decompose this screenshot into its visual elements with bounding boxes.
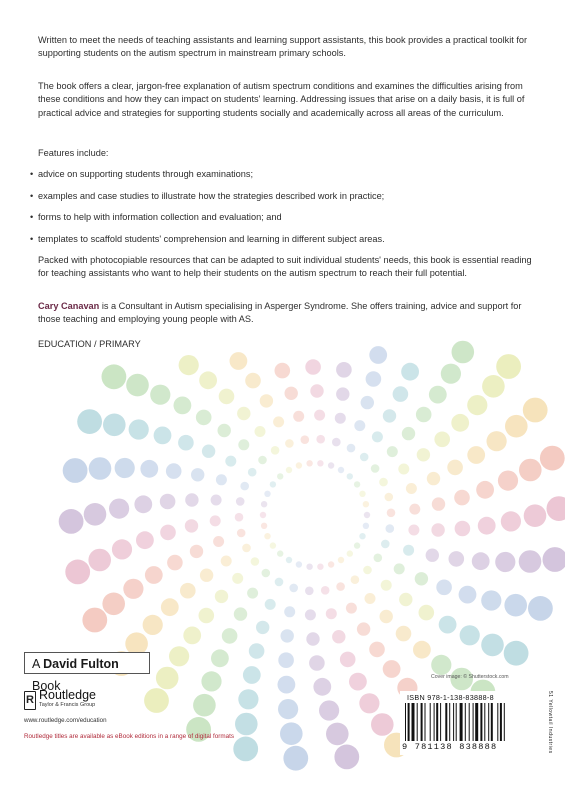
pattern-dot [235,513,244,522]
barcode-bar [488,703,489,741]
barcode-bar [430,703,431,741]
pattern-dot [215,590,228,603]
pattern-dot [89,457,112,480]
pattern-dot [305,609,316,620]
pattern-dot [519,459,542,482]
pattern-dot [109,499,129,519]
pattern-dot [387,446,398,457]
pattern-dot [406,483,417,494]
bullet-icon: • [30,212,34,223]
pattern-dot [275,578,284,587]
pattern-dot [460,625,480,645]
pattern-dot [271,446,280,455]
pattern-dot [501,511,521,531]
pattern-dot [328,462,334,468]
pattern-dot [219,389,235,405]
pattern-dot [363,566,372,575]
pattern-dot [296,462,302,468]
pattern-dot [347,473,353,479]
pattern-dot [363,523,369,529]
pattern-dot [178,435,194,451]
pattern-dot [357,622,370,635]
pattern-dot [338,467,344,473]
pattern-dot [431,523,444,536]
pattern-dot [258,456,267,465]
pattern-dot [336,387,349,400]
pattern-dot [289,584,298,593]
pattern-dot [156,667,179,690]
barcode-icon [405,703,539,741]
pattern-dot [242,544,251,553]
barcode-bar [500,703,502,741]
description-paragraph-1: Written to meet the needs of teaching assistants and learning support assistants, this book provides a practical toolkit for supporting students on the autism spectrum in mainstream primary schools. [38,35,528,59]
pattern-dot [459,586,477,604]
features-heading: Features include: [38,148,109,158]
pattern-dot [306,564,312,570]
pattern-dot [347,444,356,453]
pattern-dot [451,414,469,432]
pattern-dot [112,539,132,559]
list-item: • advice on supporting students through examinations; [30,168,540,181]
pattern-dot [314,410,325,421]
pattern-dot [426,549,439,562]
pattern-dot [332,630,345,643]
pattern-dot [371,464,380,473]
pattern-dot [334,745,359,770]
pattern-dot [310,384,323,397]
pattern-dot [236,497,245,506]
pattern-dot [166,463,182,479]
pattern-dot [232,573,243,584]
pattern-dot [396,626,412,642]
pattern-dot [309,655,325,671]
barcode-bar [491,703,493,741]
pattern-dot [319,700,339,720]
publisher-url: www.routledge.com/education [24,717,107,724]
pattern-dot [408,525,419,536]
barcode-bar [465,703,466,741]
list-item: • templates to scaffold students' comprehension and learning in different subject areas. [30,233,540,246]
pattern-dot [202,445,215,458]
pattern-dot [349,673,367,691]
pattern-dot [143,615,163,635]
pattern-dot [476,481,494,499]
author-bio: Cary Canavan is a Consultant in Autism specialising in Asperger Syndrome. She offers training, advice and support for those teaching and employing young people with AS. [38,301,522,325]
pattern-dot [103,414,126,437]
pattern-dot [174,397,192,415]
imprint-box: A David Fulton Book [24,652,150,674]
pattern-dot [336,582,345,591]
pattern-dot [381,540,390,549]
pattern-dot [275,363,291,379]
pattern-dot [326,608,337,619]
pattern-dot [317,460,323,466]
pattern-dot [371,713,394,736]
pattern-dot [278,652,294,668]
barcode-bar [440,703,441,741]
pattern-dot [230,352,248,370]
pattern-dot [394,563,405,574]
pattern-dot [210,515,221,526]
barcode-bar [497,703,498,741]
pattern-dot [235,713,258,736]
isbn-label: ISBN 978-1-138-83888-8 [407,693,494,702]
pattern-dot [84,503,107,526]
pattern-dot [519,550,542,573]
pattern-dot [160,494,176,510]
pattern-dot [347,550,353,556]
pattern-dot [481,634,504,657]
pattern-dot [447,460,463,476]
pattern-dot [129,419,149,439]
features-list [30,168,540,254]
pattern-dot [369,346,387,364]
pattern-dot [439,616,457,634]
pattern-dot [338,557,344,563]
side-code: 51 Yellowtail Industries [547,691,553,754]
pattern-dot [140,460,158,478]
pattern-dot [540,446,565,471]
pattern-dot [528,596,553,621]
pattern-dot [393,386,409,402]
pattern-dot [482,375,505,398]
pattern-dot [273,416,284,427]
pattern-dot [63,458,88,483]
pattern-dot [201,671,221,691]
pattern-dot [251,557,260,566]
pattern-dot [247,588,258,599]
pattern-dot [285,387,298,400]
pattern-dot [359,693,379,713]
pattern-dot [434,432,450,448]
bullet-icon: • [30,233,34,244]
pattern-dot [381,580,392,591]
list-item: • examples and case studies to illustrate how the strategies described work in practice; [30,190,540,203]
pattern-dot [305,359,321,375]
pattern-dot [317,564,323,570]
pattern-dot [340,652,356,668]
pattern-dot [432,497,445,510]
publisher-group: Taylor & Francis Group [39,702,96,708]
pattern-dot [240,482,249,491]
barcode-bar [473,703,474,741]
barcode-bar [469,703,470,741]
pattern-dot [281,629,294,642]
pattern-dot [237,529,246,538]
pattern-dot [326,723,349,746]
pattern-dot [191,468,204,481]
pattern-dot [321,586,330,595]
pattern-dot [415,572,428,585]
pattern-dot [225,456,236,467]
publisher-name: Routledge [39,688,96,702]
subject-category: EDUCATION / PRIMARY [38,339,141,349]
pattern-dot [427,472,440,485]
pattern-dot [383,660,401,678]
pattern-dot [359,491,365,497]
routledge-r-icon: R [24,691,36,710]
pattern-dot [264,491,270,497]
pattern-dot [354,481,360,487]
pattern-dot [270,481,276,487]
pattern-dot [403,545,414,556]
pattern-dot [399,593,412,606]
pattern-dot [380,610,393,623]
pattern-dot [431,655,451,675]
pattern-dot [365,593,376,604]
pattern-dot [455,521,471,537]
pattern-dot [286,557,292,563]
pattern-dot [265,599,276,610]
pattern-dot [136,531,154,549]
pattern-dot [179,355,199,375]
pattern-dot [454,490,470,506]
pattern-dot [301,435,310,444]
ebook-note: Routledge titles are available as eBook editions in a range of digital formats [24,733,235,740]
barcode-bar [480,703,482,741]
pattern-dot [238,689,258,709]
pattern-dot [306,632,319,645]
pattern-dot [495,552,515,572]
pattern-dot [77,409,102,434]
pattern-dot [211,649,229,667]
pattern-dot [354,420,365,431]
barcode-bar [445,703,447,741]
pattern-dot [441,364,461,384]
pattern-dot [478,517,496,535]
pattern-dot [82,608,107,633]
pattern-dot [360,453,369,462]
pattern-dot [167,555,183,571]
pattern-dot [336,362,352,378]
pattern-dot [383,409,396,422]
pattern-dot [364,512,370,518]
pattern-dot [150,385,170,405]
pattern-dot [346,603,357,614]
pattern-dot [234,607,247,620]
pattern-dot [332,438,341,447]
pattern-dot [296,561,302,567]
pattern-dot [115,458,135,478]
author-name: Cary Canavan [38,301,100,311]
pattern-dot [284,606,295,617]
pattern-dot [243,666,261,684]
pattern-dot [145,566,163,584]
barcode-bar [449,703,450,741]
pattern-dot [160,525,176,541]
barcode-bar [417,703,418,741]
pattern-dot [161,598,179,616]
pattern-dot [285,439,294,448]
pattern-dot [183,627,201,645]
barcode-bar [453,703,454,741]
pattern-dot [278,676,296,694]
pattern-dot [379,478,388,487]
publisher-logo [24,687,194,727]
pattern-dot [524,504,547,527]
pattern-dot [372,431,383,442]
pattern-dot [472,552,490,570]
pattern-dot [59,509,84,534]
pattern-dot [222,628,238,644]
pattern-dot [429,386,447,404]
pattern-dot [261,501,267,507]
bullet-icon: • [30,190,34,201]
pattern-dot [190,545,203,558]
pattern-dot [261,523,267,529]
pattern-dot [363,501,369,507]
pattern-dot [328,561,334,567]
pattern-dot [245,373,261,389]
pattern-dot [335,413,346,424]
barcode-bar [504,703,505,741]
pattern-dot [547,496,565,521]
pattern-dot [102,593,125,616]
barcode-bar [408,703,410,741]
pattern-dot [200,569,213,582]
pattern-dot [417,448,430,461]
pattern-dot [169,646,189,666]
pattern-dot [283,746,308,771]
pattern-dot [277,550,283,556]
barcode-bar [460,703,463,741]
pattern-dot [306,460,312,466]
barcode-bar [484,703,485,741]
pattern-dot [126,374,149,397]
pattern-dot [88,549,111,572]
pattern-dot [313,678,331,696]
cover-credit: Cover image: © Shutterstock.com [431,674,509,680]
isbn-barcode-box [400,691,544,755]
barcode-bar [434,703,435,741]
imprint-name: David Fulton [43,657,119,671]
pattern-dot [467,446,485,464]
pattern-dot [496,354,521,379]
pattern-dot [385,493,394,502]
pattern-dot [523,398,548,423]
pattern-dot [260,512,266,518]
pattern-dot [262,569,271,578]
pattern-dot [386,524,395,533]
pattern-dot [413,641,431,659]
pattern-dot [452,341,475,364]
barcode-bar [436,703,438,741]
pattern-dot [366,371,382,387]
pattern-dot [193,694,216,717]
pattern-dot [369,642,385,658]
description-paragraph-2: The book offers a clear, jargon-free explanation of autism spectrum conditions and examines the difficulties arising from these conditions and how they can impact on students' learning. Addressing issues that arise on a daily basis, it is full of practical advice and strategies for supporting students socially and academically across all areas of the curriculum. [38,81,525,118]
barcode-bar [425,703,426,741]
pattern-dot [505,415,528,438]
pattern-dot [398,464,409,475]
pattern-dot [504,641,529,666]
pattern-dot [134,495,152,513]
pattern-dot [218,424,231,437]
pattern-dot [255,426,266,437]
pattern-dot [359,533,365,539]
pattern-dot [256,621,269,634]
pattern-dot [286,467,292,473]
pattern-dot [354,542,360,548]
bullet-icon: • [30,169,34,179]
pattern-dot [249,643,265,659]
pattern-dot [436,580,452,596]
barcode-bar [421,703,423,741]
pattern-dot [213,536,224,547]
pattern-dot [361,396,374,409]
pattern-dot [264,533,270,539]
pattern-dot [351,575,360,584]
pattern-dot [185,519,198,532]
pattern-dot [233,737,258,762]
pattern-dot [237,407,250,420]
closing-paragraph: Packed with photocopiable resources that can be adapted to suit individual students' needs, this book is essential reading for teaching assistants who want to help their students on the autism spectrum to reach their full potential. [38,255,532,279]
isbn-digits: 9 781138 838888 [402,742,498,752]
pattern-dot [449,551,465,567]
pattern-dot [402,427,415,440]
pattern-dot [180,583,196,599]
pattern-dot [270,542,276,548]
pattern-dot [196,410,212,426]
pattern-dot [280,722,303,745]
pattern-dot [504,594,527,617]
barcode-bar [405,703,406,741]
pattern-dot [374,554,383,563]
pattern-dot [238,439,249,450]
pattern-dot [278,699,298,719]
pattern-dot [481,590,501,610]
pattern-dot [123,579,143,599]
pattern-dot [387,509,396,518]
barcode-bar [456,703,457,741]
pattern-dot [543,547,565,572]
pattern-dot [467,395,487,415]
pattern-dot [199,371,217,389]
pattern-dot [277,473,283,479]
pattern-dot [221,556,232,567]
pattern-dot [487,431,507,451]
pattern-dot [305,587,314,596]
list-item: • forms to help with information collection and evaluation; and [30,211,540,224]
pattern-dot [419,605,435,621]
pattern-dot [211,495,222,506]
pattern-dot [293,411,304,422]
pattern-dot [416,407,432,423]
pattern-dot [216,474,227,485]
pattern-dot [154,427,172,445]
pattern-dot [316,435,325,444]
pattern-dot [260,394,273,407]
pattern-dot [65,560,90,585]
barcode-bar [475,703,478,741]
barcode-bar [412,703,415,741]
pattern-dot [185,493,198,506]
pattern-dot [199,608,215,624]
pattern-dot [498,471,518,491]
pattern-dot [248,468,257,477]
pattern-dot [401,363,419,381]
pattern-dot [409,504,420,515]
pattern-dot [102,364,127,389]
